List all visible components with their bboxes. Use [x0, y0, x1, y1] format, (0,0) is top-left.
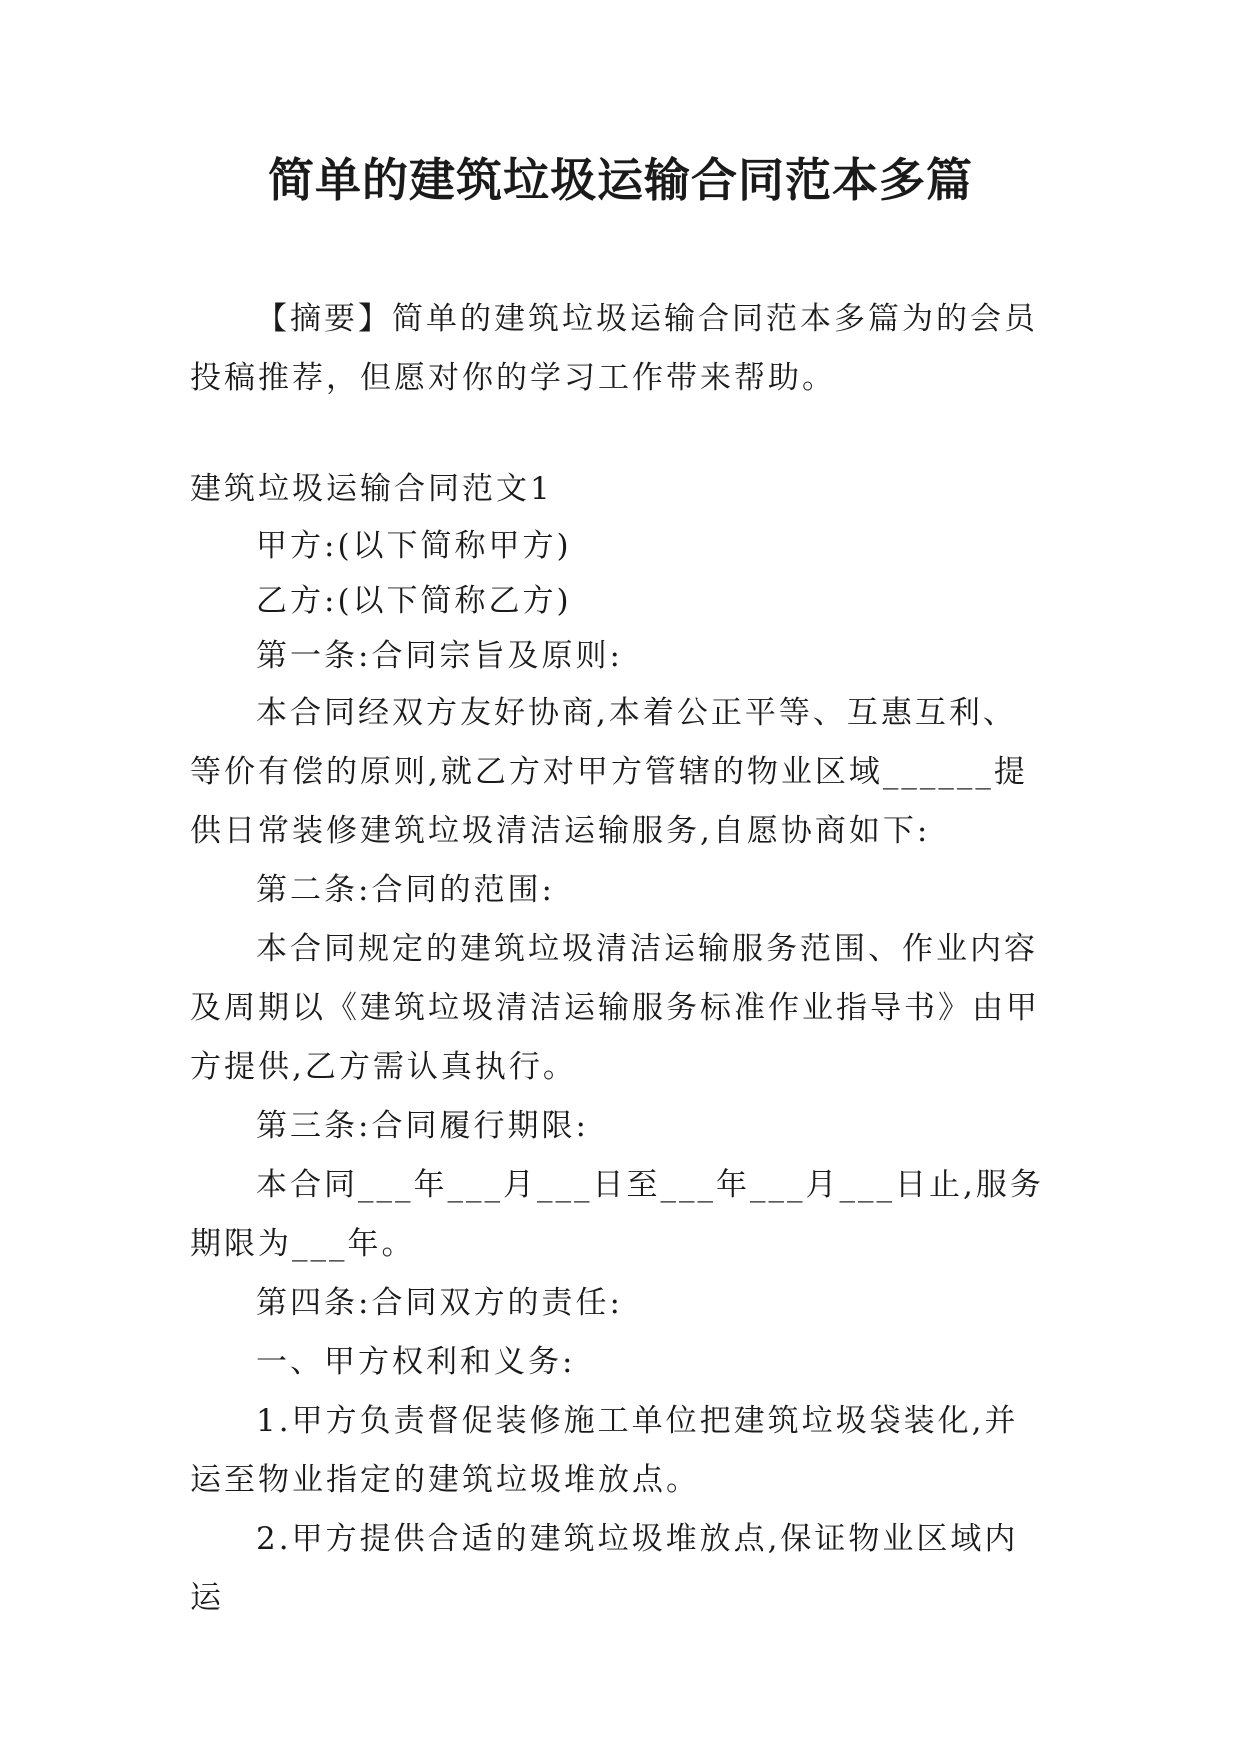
paragraph-party-a: 甲方:(以下简称甲方)	[256, 528, 572, 564]
article-3-heading: 第三条:合同履行期限:	[256, 1108, 589, 1144]
abstract-paragraph: 【摘要】简单的建筑垃圾运输合同范本多篇为的会员投稿推荐，但愿对你的学习工作带来帮助。	[190, 301, 1038, 396]
article-1-body: 本合同经双方友好协商,本着公正平等、互惠互利、等价有偿的原则,就乙方对甲方管辖的物业区域______提供日常装修建筑垃圾清洁运输服务,自愿协商如下:	[190, 695, 1028, 849]
party-a-clause-1: 1.甲方负责督促装修施工单位把建筑垃圾袋装化,并运至物业指定的建筑垃圾堆放点。	[190, 1403, 1019, 1498]
party-a-rights-heading: 一、甲方权利和义务:	[256, 1344, 576, 1380]
article-2-body: 本合同规定的建筑垃圾清洁运输服务范围、作业内容及周期以《建筑垃圾清洁运输服务标准作业指导书》由甲方提供,乙方需认真执行。	[190, 931, 1040, 1085]
paragraph-party-b: 乙方:(以下简称乙方)	[256, 583, 572, 619]
party-a-clause-2: 2.甲方提供合适的建筑垃圾堆放点,保证物业区域内运	[190, 1521, 1019, 1616]
article-3-body: 本合同___年___月___日至___年___月___日止,服务期限为___年。	[190, 1167, 1044, 1262]
article-4-heading: 第四条:合同双方的责任:	[256, 1285, 623, 1321]
document-body	[190, 290, 1050, 1628]
article-2-heading: 第二条:合同的范围:	[256, 872, 555, 908]
section-heading: 建筑垃圾运输合同范文1	[190, 471, 553, 507]
article-1-heading: 第一条:合同宗旨及原则:	[256, 638, 623, 674]
document-title: 简单的建筑垃圾运输合同范本多篇	[268, 153, 973, 207]
